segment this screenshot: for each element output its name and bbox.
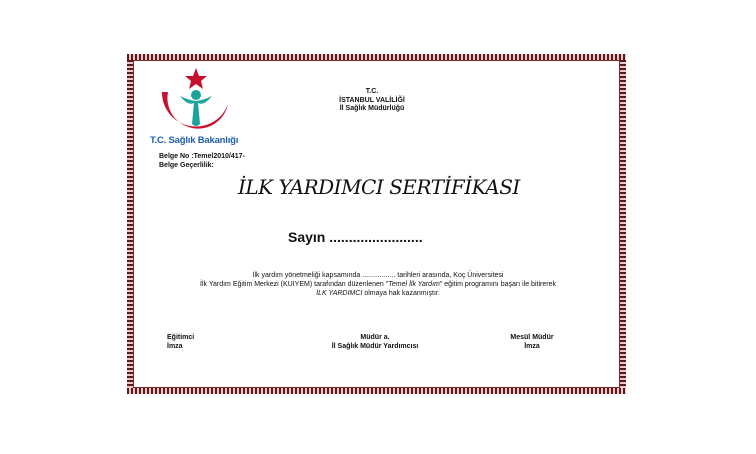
signature-responsible-manager [498, 334, 566, 351]
star-shape [185, 68, 207, 89]
signature-manager-role: Mesül Müdür [510, 334, 554, 341]
signature-director-role: Müdür a. [360, 334, 390, 341]
document-reference [159, 153, 245, 170]
document-number: Belge No :Temel2010/417- [159, 153, 245, 160]
statement-line-1: İlk yardım yönetmeliği kapsamında ................. tarihleri arasında, Koç Üniversitesi [252, 272, 504, 279]
statement-line-2 [150, 280, 606, 289]
issuer-line-2: İSTANBUL VALİLİĞİ [339, 96, 405, 104]
statement-line-3 [150, 289, 606, 298]
statement-line-2-start: İlk Yardım Eğitim Merkezi (KUIYEM) tarafından düzenlenen " [200, 281, 389, 288]
figure-head [191, 90, 201, 100]
issuer-line-3: İl Sağlık Müdürlüğü [339, 105, 405, 112]
signature-trainer [167, 334, 194, 351]
document-validity: Belge Geçerlilik: [159, 161, 214, 169]
signature-director [307, 334, 443, 351]
statement-line-3-end: olmaya hak kazanmıştır. [362, 290, 440, 297]
qualification-title: İLK YARDIMCI [316, 290, 363, 297]
issuer-line-1: T.C. [365, 88, 379, 95]
ministry-name: T.C. Sağlık Bakanlığı [150, 135, 239, 146]
program-name: Temel İlk Yardım [388, 281, 440, 288]
statement-line-2-end: " eğitim programını başarı ile bitirerek [439, 281, 556, 288]
signature-trainer-label: İmza [167, 342, 183, 350]
signature-trainer-role: Eğitimci [167, 334, 195, 341]
signature-director-label: İl Sağlık Müdür Yardımcısı [331, 342, 419, 350]
certificate-statement [150, 271, 606, 298]
certificate-title: İLK YARDIMCI SERTİFİKASI [238, 175, 520, 199]
signature-manager-label: İmza [524, 342, 540, 350]
issuer-block [320, 88, 424, 114]
recipient-salutation: Sayın ........................ [288, 229, 423, 245]
figure-body [180, 96, 212, 126]
